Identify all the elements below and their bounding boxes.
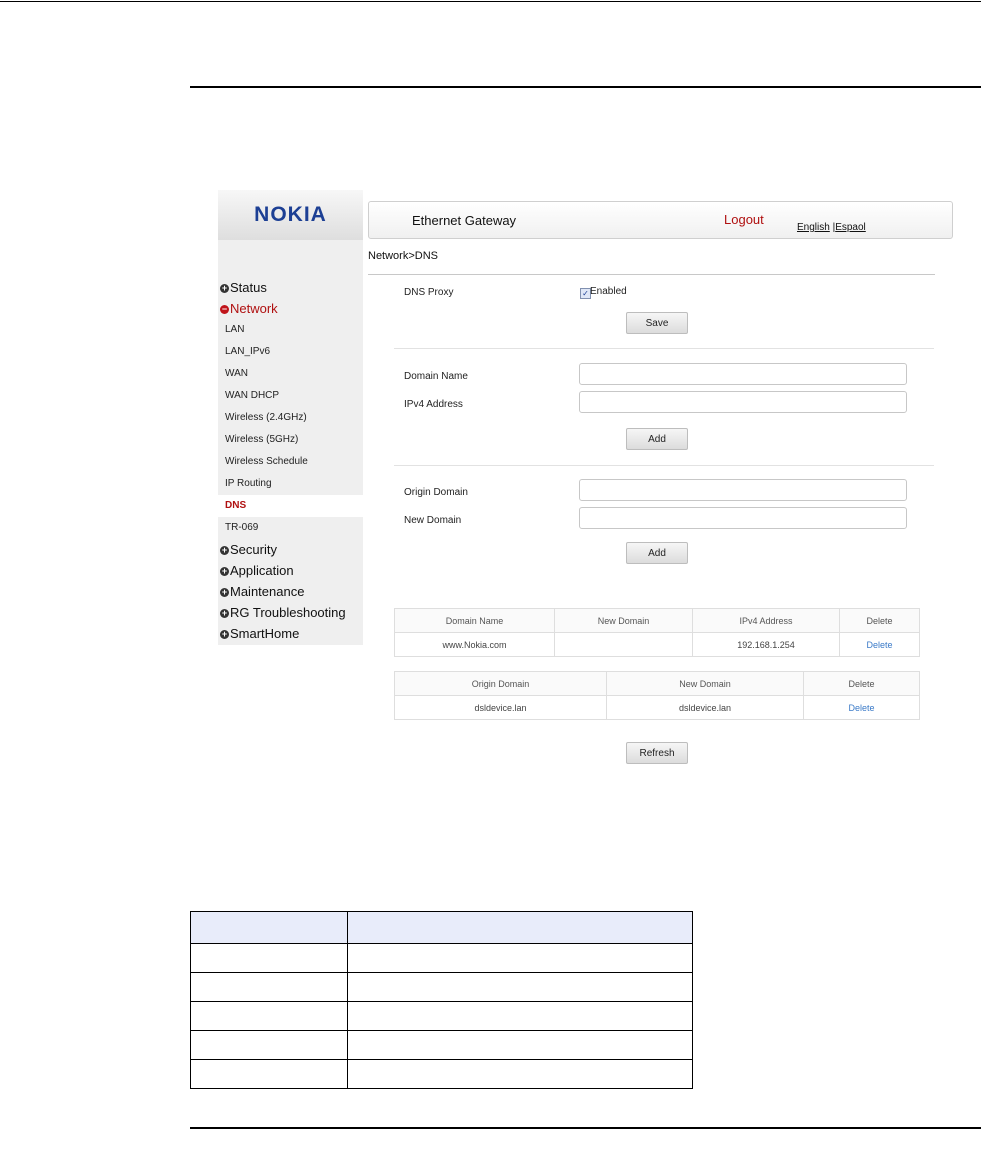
add-host-button[interactable]: Add xyxy=(626,428,688,450)
doc-table-cell xyxy=(348,1002,693,1031)
doc-table-cell xyxy=(191,1060,348,1089)
dns-proxy-enabled-label: Enabled xyxy=(590,286,627,297)
section-divider xyxy=(394,465,934,466)
doc-table-row xyxy=(191,1031,693,1060)
cell-ipv4: 192.168.1.254 xyxy=(693,633,840,657)
minus-circle-icon: − xyxy=(221,304,228,314)
nav-item-ip-routing[interactable]: IP Routing xyxy=(225,478,272,489)
doc-table-cell xyxy=(191,1002,348,1031)
table-header-row xyxy=(395,672,920,696)
column-header: Delete xyxy=(840,609,920,633)
nav-security[interactable] xyxy=(218,539,363,560)
table-row xyxy=(395,633,920,657)
delete-link[interactable]: Delete xyxy=(840,633,920,657)
plus-circle-icon: + xyxy=(221,587,228,597)
sidebar xyxy=(218,190,363,645)
checkmark-icon: ✓ xyxy=(582,289,589,298)
header-bar xyxy=(368,201,953,239)
nav-item-wireless-5[interactable]: Wireless (5GHz) xyxy=(225,434,299,445)
doc-table-cell xyxy=(191,912,348,944)
alias-table xyxy=(394,671,920,720)
doc-table-cell xyxy=(191,1031,348,1060)
nav-smarthome-label: SmartHome xyxy=(230,626,300,641)
nav-item-tr069[interactable]: TR-069 xyxy=(225,522,259,533)
logo-area xyxy=(218,190,363,240)
router-ui-screenshot xyxy=(218,190,958,766)
section-divider xyxy=(394,348,934,349)
nav-network-label: Network xyxy=(230,301,278,316)
nav-status-label: Status xyxy=(230,280,267,295)
breadcrumb-divider xyxy=(368,274,935,275)
plus-circle-icon: + xyxy=(221,545,228,555)
plus-circle-icon: + xyxy=(221,608,228,618)
plus-circle-icon: + xyxy=(221,566,228,576)
app-title: Ethernet Gateway xyxy=(412,213,517,228)
nav-application-label: Application xyxy=(230,563,294,578)
cell-domain: www.Nokia.com xyxy=(395,633,555,657)
nav-maintenance[interactable] xyxy=(218,581,363,602)
origin-domain-input[interactable] xyxy=(579,479,907,501)
nav-item-wireless-24[interactable]: Wireless (2.4GHz) xyxy=(225,412,307,423)
doc-table-cell xyxy=(348,973,693,1002)
origin-domain-label: Origin Domain xyxy=(404,487,468,498)
nav-security-label: Security xyxy=(230,542,277,557)
nav-item-wan-dhcp[interactable]: WAN DHCP xyxy=(225,390,280,401)
ipv4-address-label: IPv4 Address xyxy=(404,399,463,410)
column-header: Domain Name xyxy=(395,609,555,633)
doc-table-cell xyxy=(348,944,693,973)
column-header: New Domain xyxy=(555,609,693,633)
nav-rg-troubleshooting-label: RG Troubleshooting xyxy=(230,605,346,620)
lang-english-link[interactable]: English xyxy=(797,222,830,233)
nav-rg-troubleshooting[interactable] xyxy=(218,602,363,623)
lang-separator: | xyxy=(832,222,836,233)
column-header: New Domain xyxy=(607,672,804,696)
nav-maintenance-label: Maintenance xyxy=(230,584,305,599)
doc-table-header-row xyxy=(191,912,693,944)
cell-new-domain: dsldevice.lan xyxy=(607,696,804,720)
column-header: IPv4 Address xyxy=(693,609,840,633)
plus-circle-icon: + xyxy=(221,283,228,293)
nav-network[interactable] xyxy=(218,298,363,319)
lang-espanol-link[interactable]: Espaol xyxy=(835,222,866,233)
language-switcher xyxy=(797,222,866,233)
nav-item-dns[interactable]: DNS xyxy=(218,495,363,517)
nav-item-lan[interactable]: LAN xyxy=(225,324,245,335)
save-button[interactable]: Save xyxy=(626,312,688,334)
column-header: Delete xyxy=(804,672,920,696)
add-alias-button[interactable]: Add xyxy=(626,542,688,564)
delete-link[interactable]: Delete xyxy=(804,696,920,720)
doc-table-cell xyxy=(348,1060,693,1089)
nav-menu xyxy=(218,277,363,644)
dns-proxy-label: DNS Proxy xyxy=(404,287,454,298)
nav-smarthome[interactable] xyxy=(218,623,363,644)
doc-table-row xyxy=(191,1060,693,1089)
nav-item-wireless-schedule[interactable]: Wireless Schedule xyxy=(225,456,308,467)
doc-table-row xyxy=(191,1002,693,1031)
doc-table-row xyxy=(191,944,693,973)
nav-status[interactable] xyxy=(218,277,363,298)
cell-new-domain xyxy=(555,633,693,657)
new-domain-label: New Domain xyxy=(404,515,462,526)
header-rule xyxy=(190,86,981,88)
footer-rule xyxy=(190,1127,981,1129)
nav-item-lan-ipv6[interactable]: LAN_IPv6 xyxy=(225,346,271,357)
top-rule xyxy=(0,1,981,2)
ipv4-address-input[interactable] xyxy=(579,391,907,413)
nokia-logo: NOKIA xyxy=(254,203,327,226)
breadcrumb: Network>DNS xyxy=(368,250,438,262)
domain-name-input[interactable] xyxy=(579,363,907,385)
nav-item-wan[interactable]: WAN xyxy=(225,368,248,379)
doc-table-cell xyxy=(348,912,693,944)
document-table xyxy=(190,911,693,1089)
doc-table-cell xyxy=(348,1031,693,1060)
doc-table-cell xyxy=(191,944,348,973)
plus-circle-icon: + xyxy=(221,629,228,639)
column-header: Origin Domain xyxy=(395,672,607,696)
doc-table-cell xyxy=(191,973,348,1002)
cell-origin: dsldevice.lan xyxy=(395,696,607,720)
new-domain-input[interactable] xyxy=(579,507,907,529)
domain-name-label: Domain Name xyxy=(404,371,468,382)
nav-application[interactable] xyxy=(218,560,363,581)
refresh-button[interactable]: Refresh xyxy=(626,742,688,764)
host-table xyxy=(394,608,920,657)
table-header-row xyxy=(395,609,920,633)
doc-table-row xyxy=(191,973,693,1002)
table-row xyxy=(395,696,920,720)
logout-link[interactable]: Logout xyxy=(724,212,764,227)
